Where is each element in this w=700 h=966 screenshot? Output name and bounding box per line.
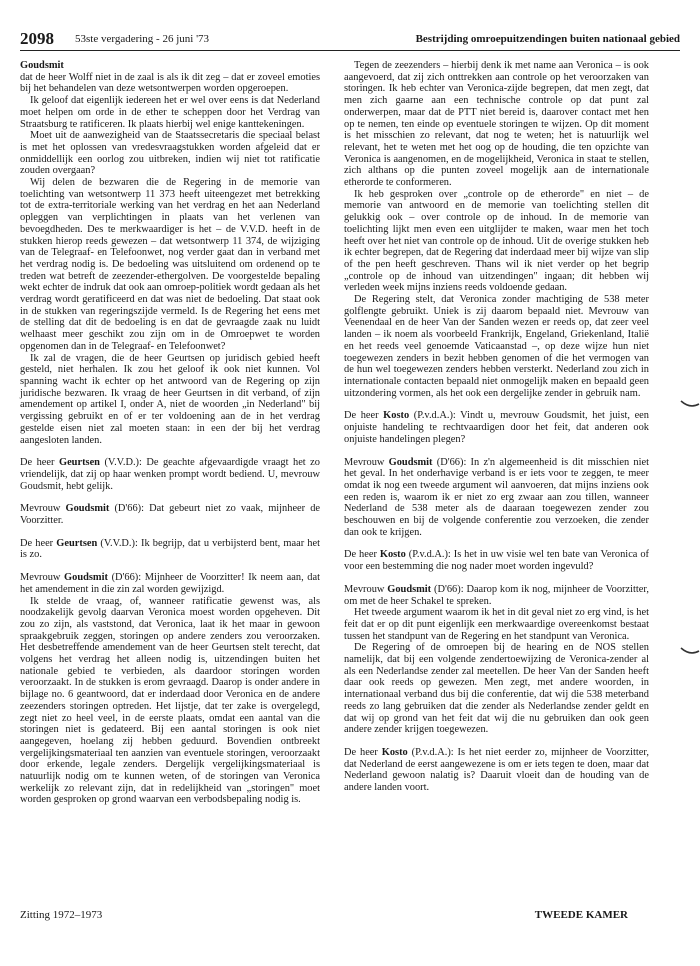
speech-text: (D'66): Daarop kom ik nog, mijnheer de Voorzitter, om met de heer Schakel te spreken. <box>344 583 650 607</box>
speaker-name: Goudsmit <box>65 503 110 515</box>
speaker-name: Kosto <box>381 746 408 758</box>
speaker-name: Kosto <box>383 410 410 422</box>
header-rule <box>20 50 680 51</box>
page-number: 2098 <box>20 29 54 48</box>
speech-text: (P.v.d.A.): Vindt u, mevrouw Goudsmit, het juist, een onjuiste handeling te rechtvaardigen door het feit, dat anderen ook onjuiste handelingen plegen? <box>344 410 649 445</box>
speech-text: (P.v.d.A.): Is het in uw visie wel ten bate van Veronica of voor een bestemming die nog nader moet worden ingevuld? <box>344 549 649 573</box>
speech-text: (D'66): In z'n algemeenheid is dit misschien niet het geval. In het onderhavige verband is er iets voor te zeggen, te meer omdat ik nog een tweede argument wil aanvoeren, dat mijns inziens ook een reden is, waarom ik er niet zo erg zwaar aan zou tillen, wanneer Nederland de 538 meter als de daaraan toegewezen zender zou beschouwen en bij de volgende conferentie zou verzoeken, die zender dan ook te krijgen. <box>344 456 649 538</box>
speaker-name: Goudsmit <box>388 456 433 468</box>
speech <box>344 584 649 607</box>
footer-session: Zitting 1972–1973 <box>20 909 103 921</box>
paragraph: dat de heer Wolff niet in de zaal is als ik dit zeg – dat er zoveel emoties bij het behandelen van deze wetsontwerpen worden opgeroepen. <box>20 71 320 95</box>
speaker-name: Goudsmit <box>64 572 108 584</box>
speaker-name: Kosto <box>379 549 406 561</box>
speech <box>20 538 320 561</box>
paragraph: Ik stelde de vraag, of, wanneer ratificatie gewenst was, als noodzakelijk gevolg daarvan Veronica moest worden opgeheven. Dit zou zo zijn, als vaststond, dat Veronica, laat ik het maar in gewoon spraakgebruik zeggen, storingen op andere zenders zou veroorzaken. Het desbetreffende amendement van de heer Geurtsen stelt terecht, dat volgens het verdrag het alleen nodig is, uitzendingen buiten het nationale gebied te verbieden, als daardoor storingen worden veroorzaakt. In de stukken is erom gevraagd. Daarop is onder andere in bijlage no. 6 geantwoord, dat er inderdaad door Veronica en de andere zeezenders storingen optreden. Het lijstje, dat ter zake is overgelegd, zegt niet zo heel veel, in de eerste plaats, omdat een aantal van die storingen niet is gedateerd. Bij een aantal storingen is ook niet aangegeven, hoelang zij hebben geduurd. Bovendien ontbreekt vergelijkingsmateriaal ten aanzien van eventuele storingen, veroorzaakt door erkende, legale zenders. Dergelijk vergelijkingsmateriaal is natuurlijk nodig om te kunnen weten, of de storingen van Veronica werkelijk zo relevant zijn, dat in redelijkheid van „storingen" moet worden gesproken op grond waarvan een verbodsbepaling nodig is. <box>20 595 320 806</box>
speech-prefix: De heer <box>344 410 384 422</box>
speech-prefix: De heer <box>20 537 57 549</box>
speaker-name: Goudsmit <box>387 583 432 595</box>
speech <box>20 572 320 595</box>
speech <box>344 549 649 572</box>
right-column <box>344 60 649 794</box>
paragraph: Ik heb gesproken over „controle op de etherorde" en niet – de memorie van antwoord en de memorie van toelichting stellen dit gelukkig ook – over controle op de inhoud. In de memorie van toelichting lijkt men even een uitglijder te maken, waar men het toch heeft over het niet van controle op de inhoud. Uit de overige stukken heb ik echter begrepen, dat de Regering dat inderdaad meer bij wijze van slip of the pen heeft geschreven. Thans wil ik niet verder op het begrip „controle op de inhoud van uitzendingen" ingaan; dit hebben wij verleden week mijns inziens reeds voldoende gedaan. <box>344 188 649 294</box>
running-title: Bestrijding omroepuitzendingen buiten nationaal gebied <box>415 33 680 45</box>
margin-mark <box>680 647 700 655</box>
paragraph: Ik geloof dat eigenlijk iedereen het er wel over eens is dat Nederland moet helpen om orde in de ether te scheppen door het Verdrag van Straatsburg te ratificeren. Ik plaats hierbij wel enige kanttekeningen. <box>20 95 320 130</box>
speech <box>344 747 649 794</box>
paragraph: Wij delen de bezwaren die de Regering in de memorie van toelichting van wetsontwerp 11 373 heeft uiteengezet met betrekking tot de extra-territoriale werking van het verdrag en het aan Nederland opleggen van verplichtingen in plaats van het verlenen van bevoegdheden. Des te merkwaardiger is het – de V.V.D. heeft in de stukken hierop reeds gewezen – dat wetsontwerp 11 374, de wijziging van de Telegraaf- en Telefoonwet, nog verder gaat dan in verband met het verdrag nodig is. De bedoeling was uitsluitend om ordenend op te treden wat betreft de zeezender-ethergolven. De voorgestelde bepaling wekt echter de indruk dat ook aan omroep-politiek wordt gedaan als het verdrag wordt geratificeerd en dat was niet de bedoeling. Dat staat ook in de stukken van regeringszijde vermeld. Is de Regering het eens met de stelling dat dit de bedoeling is en dat de gevraagde zaak nu luidt welhaast meer geschikt zou zijn om in de Omroepwet te worden opgenomen dan in de Telegraaf- en Telefoonwet? <box>20 177 320 352</box>
speech-prefix: Mevrouw <box>20 572 65 584</box>
speech-prefix: De heer <box>20 457 59 469</box>
paragraph: Moet uit de aanwezigheid van de Staatssecretaris die speciaal belast is met het oplossen van vredesvraagstukken worden afgeleid dat er onmiddellijk een oorlog zou uitbreken, indien wij niet tot ratificatie zouden overgaan? <box>20 130 320 177</box>
speech-prefix: De heer <box>344 746 382 758</box>
speaker-name: Geurtsen <box>58 457 100 469</box>
speech-prefix: Mevrouw <box>344 583 388 595</box>
footer-chamber: TWEEDE KAMER <box>534 909 628 921</box>
speech-text: (V.V.D.): De geachte afgevaardigde vraagt het zo vriendelijk, dat zij op haar wenken prompt wordt bediend. U, mevrouw Goudsmit, hebt gelijk. <box>20 457 320 492</box>
speech <box>344 457 649 539</box>
speaker-heading: Goudsmit <box>20 60 64 71</box>
speech-text: (P.v.d.A.): Is het niet eerder zo, mijnheer de Voorzitter, dat Nederland de eerst aangewezene is om er iets tegen te doen, maar dat Nederland gewoon nalatig is? Daaruit vloeit dan de houding van de andere landen voort. <box>344 746 649 794</box>
left-column <box>20 60 320 806</box>
page-header <box>20 29 680 51</box>
speaker-name: Geurtsen <box>56 537 98 549</box>
paragraph: Ik zal de vragen, die de heer Geurtsen op juridisch gebied heeft gesteld, niet herhalen. Ik zou het geloof ik ook niet kunnen. Vol spanning wacht ik echter op het antwoord van de Regering op zijn juridische bezwaren. Ik vraag de heer Geurtsen in dit verband, of zijn amendement op artikel I, onder A, niet de woorden „in Nederland" bij vergissing gebruikt en of er ter voldoening aan de in het verdrag gestelde eisen niet zal moeten staan: in een der bij het verdrag aangesloten landen. <box>20 352 320 446</box>
speech <box>20 457 320 492</box>
paragraph: De Regering of de omroepen bij de hearing en de NOS stellen namelijk, dat bij een volgende zendertoewijzing de Veronica-zender al als een Nederlandse zender zal meetellen. De heer Van der Sanden heeft daar ook reeds op gewezen. Men zegt, met andere woorden, in internationaal verband dus bij die conferentie, dat wij die 538 meterband reeds zo lang gebruiken dat die zender als Nederlandse zender geldt en dat wij op grond van het feit dat wij die nu gebruiken dan ook geen andere zender krijgen toegewezen. <box>344 642 649 736</box>
speech-text: (D'66): Mijnheer de Voorzitter! Ik neem aan, dat het amendement in die zin zal worden gewijzigd. <box>20 572 321 595</box>
speech-text: (V.V.D.): Ik begrijp, dat u verbijsterd bent, maar het is zo. <box>20 537 320 561</box>
speech <box>344 410 649 445</box>
paragraph: Tegen de zeezenders – hierbij denk ik met name aan Veronica – is ook aangevoerd, dat zij zich onttrekken aan controle op het veroorzaken van storingen. Ik heb echter van Veronica-zijde begrepen, dat men zegt, dat men zich gaarne aan een technische controle op dat punt zal onderwerpen, maar dat de PTT niet bereid is, daarover contact met hen op te nemen, ten einde op eventuele storingen te wijzen. Op dit moment is het misschien zo relevant, dat nog te weten; het is natuurlijk wel relevant, het te weten met het oog op de houding, die ten opzichte van Veronica is aangenomen, en de mogelijkheid, Veronica in staat te stellen, zich althans op die punten zoveel mogelijk aan de internationale etherorde te conformeren. <box>344 60 649 189</box>
paragraph: Het tweede argument waarom ik het in dit geval niet zo erg vind, is het feit dat er op dit punt eigenlijk een merkwaardige overeenkomst bestaat tussen het standpunt van de Regering en het standpunt van Veronica. <box>344 607 649 642</box>
paragraph: De Regering stelt, dat Veronica zonder machtiging de 538 meter golflengte gebruikt. Uniek is zij daarom bepaald niet. Mevrouw van Veenendaal en de heer Van der Sanden wezen er reeds op, dat zeer veel landen – ik noem als voorbeeld Frankrijk, Engeland, Griekenland, Italië en het reeds veel genoemde Vaticaanstad –, op deze wijze hun niet toegewezen zenders in bezit hebben genomen of die het vermogen van de hun wel toegewezen zenders hebben versterkt. Nederland zou zich in internationale contacten bepaald niet onmogelijk maken en bepaald geen uitzondering vormen, als het ook een dergelijke zender in gebruik nam. <box>344 294 649 399</box>
speech-prefix: Mevrouw <box>20 503 66 515</box>
meeting-info: 53ste vergadering - 26 juni '73 <box>75 33 210 45</box>
speech-text: (D'66): Dat gebeurt niet zo vaak, mijnheer de Voorzitter. <box>20 503 321 527</box>
speech-prefix: De heer <box>344 549 380 561</box>
margin-mark <box>680 400 700 408</box>
speech-prefix: Mevrouw <box>344 456 389 468</box>
speech <box>20 503 320 526</box>
